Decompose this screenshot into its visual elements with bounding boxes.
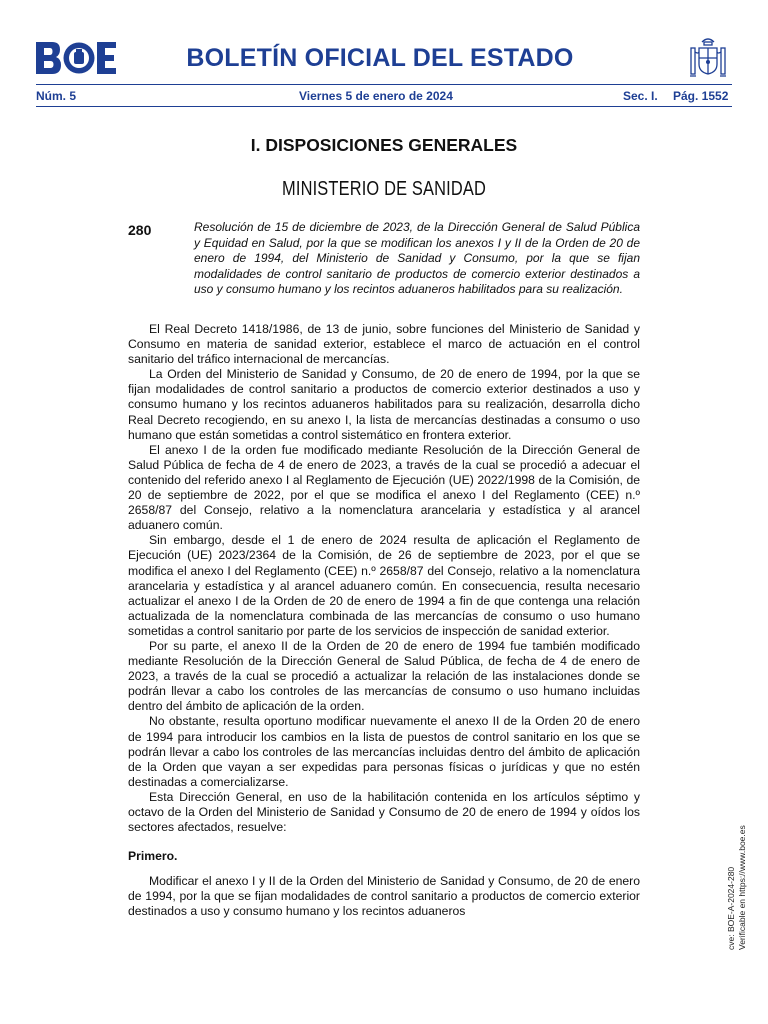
issue-date: Viernes 5 de enero de 2024: [299, 89, 453, 103]
section-title: I. DISPOSICIONES GENERALES: [250, 135, 518, 155]
body-paragraph: Por su parte, el anexo II de la Orden de 20 de enero de 1994 fue también modificado mediante Resolución de la Dirección General de Salud Pública, de fecha de 4 de enero de 2023, a través de la cual se procedió a actualizar la relación de las instalaciones donde se podrán llevar a cabo los controles de las mercancías de consumo o uso humano incluidas dentro del ámbito de aplicación de la orden.: [128, 638, 640, 714]
entry-number: 280: [128, 222, 152, 238]
masthead-title: BOLETÍN OFICIAL DEL ESTADO: [186, 44, 574, 72]
verify-link[interactable]: Verificable en https://www.boe.es: [737, 825, 747, 950]
page-number: Pág. 1552: [673, 89, 729, 103]
body-paragraph: El Real Decreto 1418/1986, de 13 de junio, sobre funciones del Ministerio de Sanidad y Consumo en materia de sanidad exterior, establece el marco de actuación en el control sanitario del tráfico internacional de mercancías.: [128, 322, 640, 367]
section-label: Sec. I.: [623, 89, 658, 103]
body-paragraph: Modificar el anexo I y II de la Orden del Ministerio de Sanidad y Consumo, de 20 de enero de 1994, por la que se fijan modalidades de control sanitario a productos de comercio exterior destinados a uso y consumo humano y los recintos aduaneros: [128, 874, 640, 919]
body-paragraph: El anexo I de la orden fue modificado mediante Resolución de la Dirección General de Salud Pública de fecha de 4 de enero de 2023, a través de la cual se procedió a adecuar el contenido del referido anexo I al Reglamento de Ejecución (UE) 2022/1998 de la Comisión, de 20 de septiembre de 2022, por el que se modifica el anexo I del Reglamento (CEE) n.º 2658/87 del Consejo, relativo a la nomenclatura arancelaria y estadística y al arancel aduanero común.: [128, 442, 640, 533]
issue-number: Núm. 5: [36, 89, 77, 103]
verification-sidebar: [726, 810, 748, 950]
header-rule-top: [36, 84, 732, 85]
cve-code: cve: BOE-A-2024-280: [726, 866, 736, 950]
ministry-title: MINISTERIO DE SANIDAD: [282, 178, 486, 200]
body-paragraph: Esta Dirección General, en uso de la habilitación contenida en los artículos séptimo y octavo de la Orden del Ministerio de Sanidad y Consumo de 20 de enero de 1994 y oídos los sectores afectados, resuelve:: [128, 789, 640, 835]
header-rule-bottom: [36, 106, 732, 107]
body-paragraph: La Orden del Ministerio de Sanidad y Consumo, de 20 de enero de 1994, por la que se fijan modalidades de control sanitario a productos de comercio exterior destinados a uso y consumo humano y los recintos aduaneros habilitados para su realización, desarrolla dicho Real Decreto recogiendo, en su anexo I, la lista de mercancías destinadas a consumo o uso humano que están sometidas a control sistemático en frontera exterior.: [128, 367, 640, 442]
entry-summary: Resolución de 15 de diciembre de 2023, de la Dirección General de Salud Pública y Equidad en Salud, por la que se modifican los anexos I y II de la Orden de 20 de enero de 1994, del Ministerio de Sanidad y Consumo, por la que se fijan modalidades de control sanitario de productos de comercio exterior destinados a uso y consumo humano y los recintos aduaneros habilitados para su realización.: [194, 220, 640, 297]
body-paragraph: No obstante, resulta oportuno modificar nuevamente el anexo II de la Orden 20 de enero de 1994 para introducir los cambios en la lista de puestos de control sanitario en los que se podrán llevar a cabo los controles de las mercancías incluidas dentro del ámbito de aplicación de la Orden que vayan a ser expedidas para personas físicas o jurídicas y que no estén destinadas a comercializarse.: [128, 714, 640, 789]
body-paragraph: Sin embargo, desde el 1 de enero de 2024 resulta de aplicación el Reglamento de Ejecución (UE) 2023/2364 de la Comisión, de 26 de septiembre de 2023, por el que se modifica el anexo I del Reglamento (CEE) n.º 2658/87 del Consejo, relativo a la nomenclatura arancelaria y estadística y al arancel aduanero común. En consecuencia, resulta necesario actualizar el anexo I de la Orden de 20 de enero de 1994 a fin de que contenga una relación actualizada de la nomenclatura combinada de las mercancías de consumo o uso humano sometidas a control sanitario por parte de los servicios de inspección de sanidad exterior.: [128, 533, 640, 638]
article-heading: Primero.: [128, 849, 178, 864]
coat-of-arms-icon: [688, 36, 728, 80]
boe-logo: [36, 42, 116, 74]
document-body: [128, 322, 640, 920]
